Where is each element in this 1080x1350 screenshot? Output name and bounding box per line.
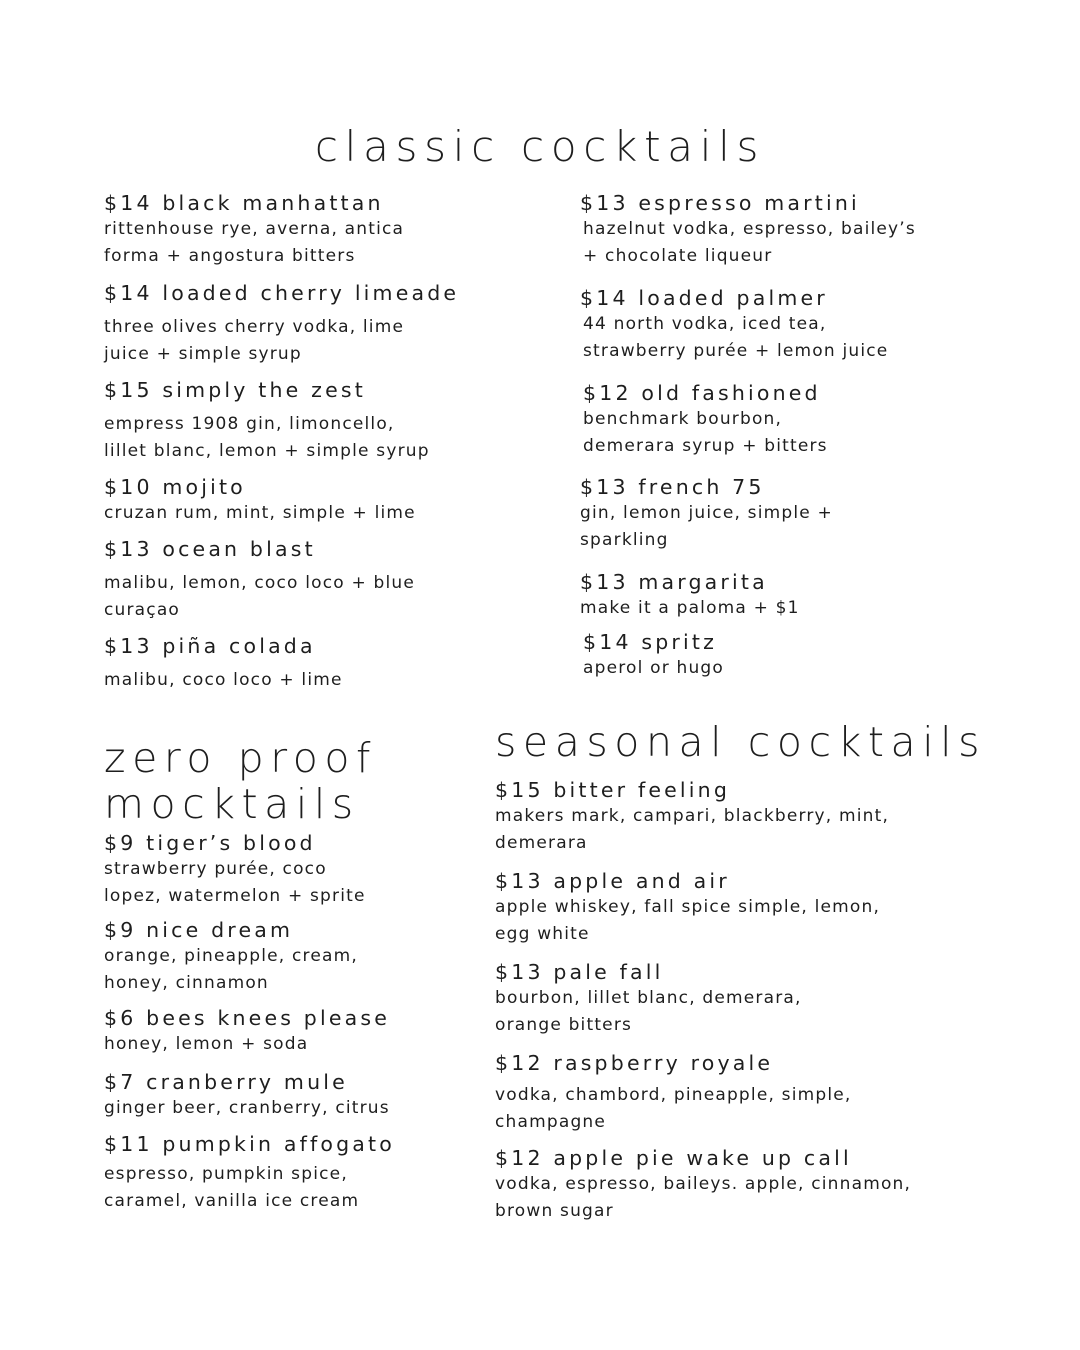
description-line: caramel, vanilla ice cream [104,1191,360,1211]
description-line: + chocolate liqueur [583,246,773,266]
item-name: $14 loaded cherry limeade [104,281,460,305]
item-name: $6 bees knees please [104,1006,391,1030]
menu-item [104,917,358,997]
menu-item [495,959,802,1039]
description-line: aperol or hugo [583,658,725,678]
classic-cocktails-title: classic cocktails [314,122,766,171]
zero-proof-title-line: mocktails [104,780,360,828]
description-line: vodka, espresso, baileys. apple, cinnamon, [495,1174,912,1194]
item-description [580,500,833,554]
menu-item [104,1069,390,1122]
item-description [104,314,459,368]
item-description [583,311,888,365]
menu-item [583,380,828,460]
description-line: benchmark bourbon, [583,409,783,429]
description-line: empress 1908 gin, limoncello, [104,414,395,434]
item-name: $9 tiger’s blood [104,831,316,855]
description-line: orange, pineapple, cream, [104,946,358,966]
item-description [495,985,802,1039]
menu-item [104,474,416,527]
item-name: $12 old fashioned [583,381,821,405]
menu-item [580,569,800,622]
description-line: champagne [495,1112,607,1132]
item-name: $13 pale fall [495,960,664,984]
menu-item [580,190,916,270]
item-description [495,1171,911,1225]
zero-proof-title [104,735,377,827]
item-name: $14 loaded palmer [580,286,828,310]
menu-item [495,1145,911,1225]
description-line: vodka, chambord, pineapple, simple, [495,1085,852,1105]
menu-item [583,629,724,682]
item-description [495,803,889,857]
description-line: make it a paloma + $1 [580,598,800,618]
item-name: $10 mojito [104,475,246,499]
description-line: ginger beer, cranberry, citrus [104,1098,390,1118]
item-description [104,1031,390,1058]
item-description [104,1095,390,1122]
item-name: $9 nice dream [104,918,294,942]
description-line: curaçao [104,600,181,620]
item-description [583,216,916,270]
description-line: brown sugar [495,1201,614,1221]
menu-item [104,830,366,910]
item-name: $12 apple pie wake up call [495,1146,852,1170]
item-name: $14 spritz [583,630,718,654]
item-description [104,411,430,465]
item-name: $12 raspberry royale [495,1051,774,1075]
item-description [104,667,343,694]
description-line: lillet blanc, lemon + simple syrup [104,441,430,461]
description-line: malibu, coco loco + lime [104,670,343,690]
description-line: bourbon, lillet blanc, demerara, [495,988,802,1008]
item-name: $13 ocean blast [104,537,316,561]
item-description [104,856,366,910]
item-description [104,500,416,527]
item-description [495,1082,852,1136]
description-line: lopez, watermelon + sprite [104,886,366,906]
item-name: $15 simply the zest [104,378,366,402]
menu-item [104,377,430,465]
description-line: orange bitters [495,1015,633,1035]
description-line: honey, cinnamon [104,973,269,993]
description-line: honey, lemon + soda [104,1034,309,1054]
menu-item [104,280,459,368]
menu-item [495,868,880,948]
description-line: hazelnut vodka, espresso, bailey’s [583,219,916,239]
description-line: makers mark, campari, blackberry, mint, [495,806,890,826]
description-line: juice + simple syrup [104,344,302,364]
menu-item [104,1005,390,1058]
description-line: demerara [495,833,588,853]
description-line: strawberry purée, coco [104,859,327,879]
menu-item [580,474,833,554]
item-name: $15 bitter feeling [495,778,731,802]
description-line: apple whiskey, fall spice simple, lemon, [495,897,881,917]
item-name: $14 black manhattan [104,191,384,215]
menu-item [104,1131,395,1215]
description-line: demerara syrup + bitters [583,436,828,456]
item-name: $13 apple and air [495,869,730,893]
item-description [583,655,724,682]
description-line: malibu, lemon, coco loco + blue [104,573,415,593]
description-line: rittenhouse rye, averna, antica [104,219,405,239]
description-line: three olives cherry vodka, lime [104,317,405,337]
seasonal-cocktails-title: seasonal cocktails [495,718,987,766]
menu-item [104,190,404,270]
item-name: $13 piña colada [104,634,316,658]
item-name: $7 cranberry mule [104,1070,348,1094]
item-name: $13 margarita [580,570,768,594]
item-description [583,406,828,460]
item-description [104,1161,395,1215]
menu-item [104,633,343,694]
item-description [495,894,880,948]
zero-proof-title-line: zero proof [104,734,378,782]
description-line: 44 north vodka, iced tea, [583,314,827,334]
description-line: sparkling [580,530,669,550]
description-line: cruzan rum, mint, simple + lime [104,503,416,523]
description-line: espresso, pumpkin spice, [104,1164,348,1184]
item-description [104,943,358,997]
menu-item [495,777,889,857]
menu-item [580,285,888,365]
description-line: gin, lemon juice, simple + [580,503,833,523]
description-line: forma + angostura bitters [104,246,356,266]
item-description [580,595,800,622]
item-description [104,570,415,624]
item-name: $13 espresso martini [580,191,860,215]
item-description [104,216,404,270]
item-name: $13 french 75 [580,475,765,499]
description-line: egg white [495,924,590,944]
item-name: $11 pumpkin affogato [104,1132,395,1156]
description-line: strawberry purée + lemon juice [583,341,889,361]
menu-item [495,1050,852,1136]
menu-item [104,536,415,624]
